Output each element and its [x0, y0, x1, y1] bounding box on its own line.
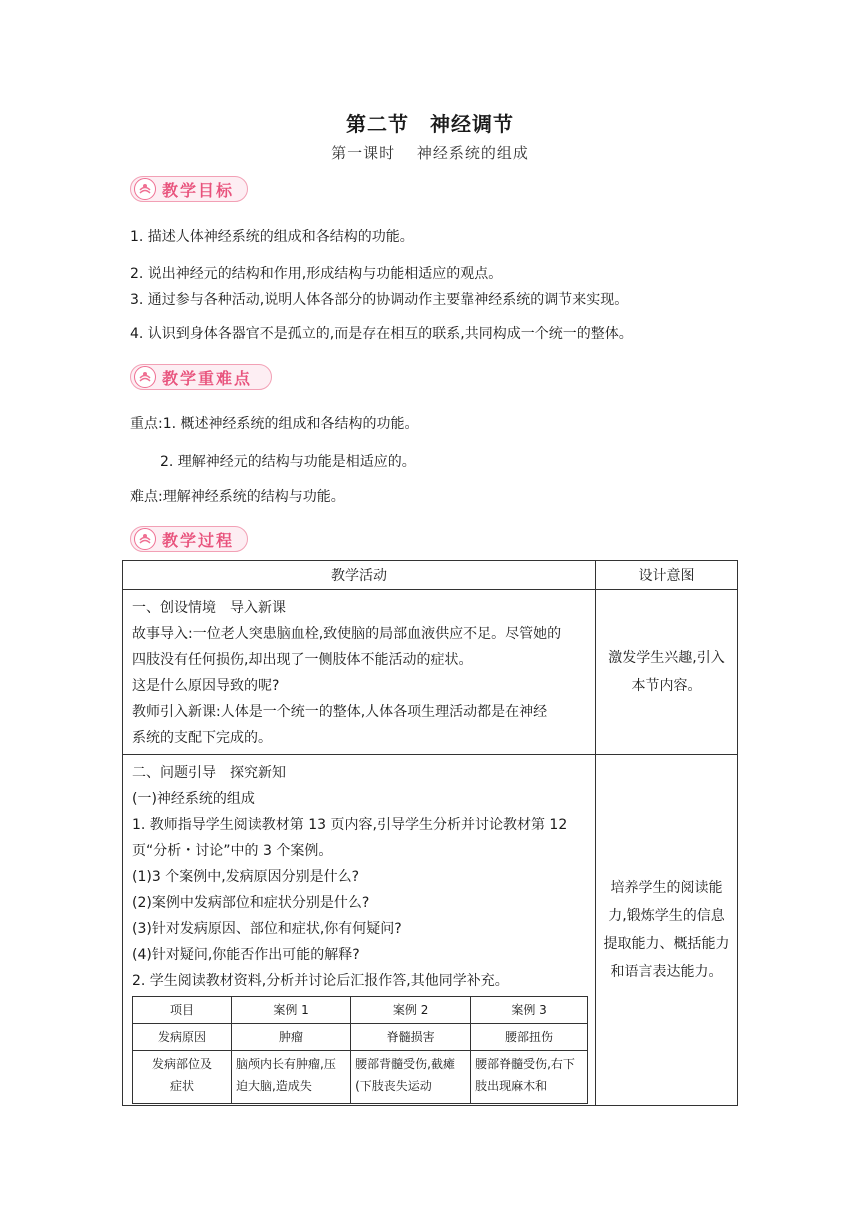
- activity-line: 教师引入新课:人体是一个统一的整体,人体各项生理活动都是在神经: [132, 704, 548, 720]
- case-cell: 腰部扭伤: [471, 1024, 588, 1051]
- activity-line: (一)神经系统的组成: [132, 791, 255, 807]
- process-table: [122, 560, 738, 1106]
- activity-cell: [123, 590, 596, 755]
- case-cell: 肿瘤: [232, 1024, 351, 1051]
- activity-line: (3)针对发病原因、部位和症状,你有何疑问?: [132, 921, 402, 937]
- book-icon: [134, 366, 156, 388]
- case-header: 案例 2: [351, 997, 471, 1024]
- activity-line: (1)3 个案例中,发病原因分别是什么?: [132, 869, 360, 885]
- activity-line: 系统的支配下完成的。: [132, 730, 272, 746]
- case-table-row: [133, 1024, 588, 1051]
- book-icon: [134, 178, 156, 200]
- objective-item: 4. 认识到身体各器官不是孤立的,而是存在相互的联系,共同构成一个统一的整体。: [130, 326, 633, 342]
- case-header: 项目: [133, 997, 232, 1024]
- section-badge-key-points: [130, 364, 272, 390]
- table-header-intent: 设计意图: [596, 561, 738, 590]
- case-header: 案例 3: [471, 997, 588, 1024]
- difficult-point: 难点:理解神经系统的结构与功能。: [130, 489, 345, 505]
- case-cell: 腰部脊髓受伤,右下肢出现麻木和: [475, 1057, 575, 1093]
- case-table-row: [133, 1051, 588, 1104]
- section-title-objectives: 教学目标: [162, 180, 235, 200]
- objective-item: 3. 通过参与各种活动,说明人体各部分的协调动作主要靠神经系统的调节来实现。: [130, 292, 629, 308]
- activity-line: 1. 教师指导学生阅读教材第 13 页内容,引导学生分析并讨论教材第 12: [132, 817, 568, 833]
- activity-cell: [123, 755, 596, 1106]
- section-badge-objectives: [130, 176, 248, 202]
- case-table: [132, 996, 588, 1104]
- page-title: 第二节 神经调节: [346, 112, 514, 136]
- case-header: 案例 1: [232, 997, 351, 1024]
- objective-item: 2. 说出神经元的结构和作用,形成结构与功能相适应的观点。: [130, 266, 503, 282]
- table-header-activity: 教学活动: [123, 561, 596, 590]
- activity-line: 四肢没有任何损伤,却出现了一侧肢体不能活动的症状。: [132, 652, 473, 668]
- intent-cell: 培养学生的阅读能力,锻炼学生的信息提取能力、概括能力和语言表达能力。: [596, 755, 738, 1106]
- case-cell: 腰部背髓受伤,截瘫(下肢丧失运动: [355, 1057, 455, 1093]
- section-badge-process: [130, 526, 248, 552]
- table-row: [123, 590, 738, 755]
- case-cell: 脊髓损害: [351, 1024, 471, 1051]
- activity-line: 2. 学生阅读教材资料,分析并讨论后汇报作答,其他同学补充。: [132, 973, 509, 989]
- page-subtitle: 第一课时 神经系统的组成: [331, 144, 529, 162]
- intent-cell: 激发学生兴趣,引入本节内容。: [596, 590, 738, 755]
- section-title-key-points: 教学重难点: [162, 368, 253, 388]
- case-cell: 发病部位及症状: [151, 1057, 212, 1093]
- case-table-header-row: [133, 997, 588, 1024]
- section-title-process: 教学过程: [162, 530, 235, 550]
- table-row: [123, 755, 738, 1106]
- key-point-2: 2. 理解神经元的结构与功能是相适应的。: [160, 454, 416, 470]
- case-cell: 发病原因: [133, 1024, 232, 1051]
- activity-line: (4)针对疑问,你能否作出可能的解释?: [132, 947, 360, 963]
- key-point-1: 重点:1. 概述神经系统的组成和各结构的功能。: [130, 416, 419, 432]
- activity-line: 一、创设情境 导入新课: [132, 600, 286, 616]
- case-cell: 脑颅内长有肿瘤,压迫大脑,造成失: [236, 1057, 336, 1093]
- book-icon: [134, 528, 156, 550]
- activity-line: 这是什么原因导致的呢?: [132, 678, 280, 694]
- objective-item: 1. 描述人体神经系统的组成和各结构的功能。: [130, 229, 414, 245]
- activity-line: (2)案例中发病部位和症状分别是什么?: [132, 895, 370, 911]
- activity-line: 页“分析・讨论”中的 3 个案例。: [132, 843, 333, 859]
- activity-line: 故事导入:一位老人突患脑血栓,致使脑的局部血液供应不足。尽管她的: [132, 626, 562, 642]
- activity-line: 二、问题引导 探究新知: [132, 765, 286, 781]
